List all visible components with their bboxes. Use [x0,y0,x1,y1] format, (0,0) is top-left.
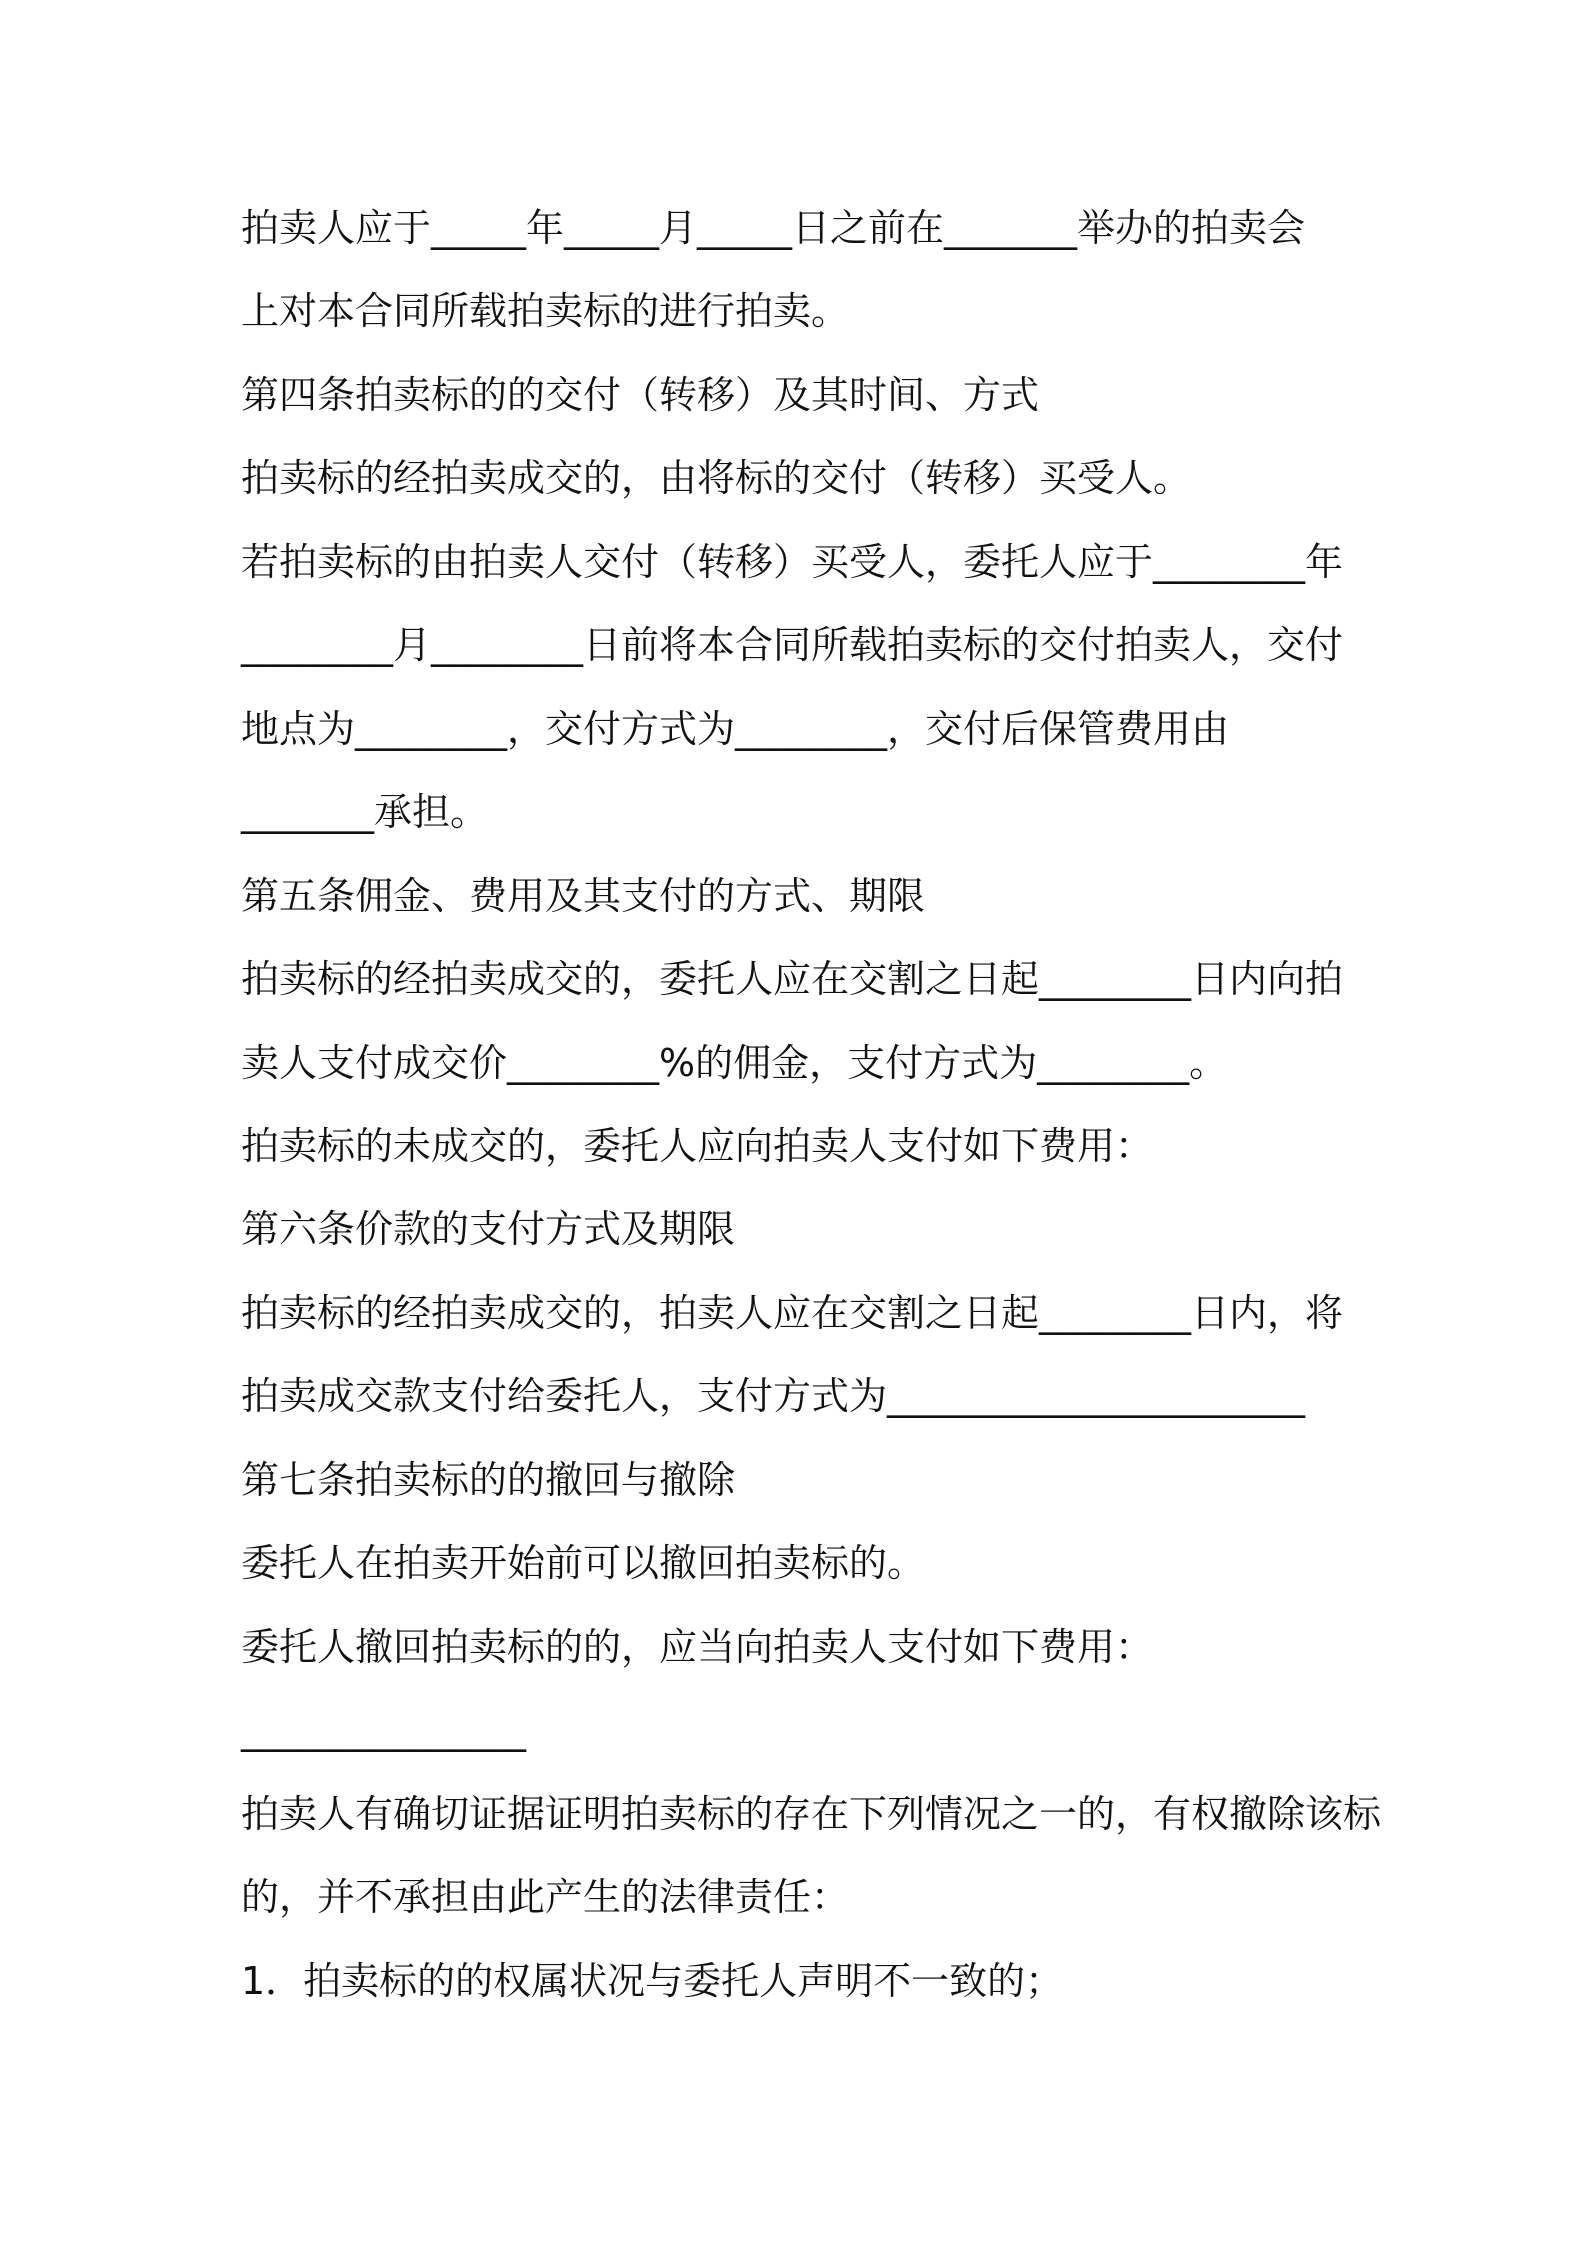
text-line: 拍卖人应于_____年_____月_____日之前在_______举办的拍卖会 [241,206,1306,250]
text-line: 拍卖标的未成交的，委托人应向拍卖人支付如下费用： [241,1124,1154,1168]
text-line: _______承担。 [241,790,489,834]
text-line: 上对本合同所载拍卖标的进行拍卖。 [241,289,850,333]
text-line: 拍卖标的经拍卖成交的，拍卖人应在交割之日起________日内，将 [241,1291,1344,1335]
text-line: ________月________日前将本合同所载拍卖标的交付拍卖人，交付 [241,623,1344,667]
section-heading: 第六条价款的支付方式及期限 [241,1207,736,1251]
text-line: 拍卖人有确切证据证明拍卖标的存在下列情况之一的，有权撤除该标 [241,1792,1382,1836]
section-heading: 第七条拍卖标的的撤回与撤除 [241,1458,736,1502]
text-line: 卖人支付成交价________%的佣金，支付方式为________。 [241,1041,1228,1085]
text-line: 拍卖标的经拍卖成交的，由将标的交付（转移）买受人。 [241,456,1192,500]
blank-fill-line: _______________ [241,1708,526,1752]
text-line: 的，并不承担由此产生的法律责任： [241,1875,850,1919]
text-line: 拍卖成交款支付给委托人，支付方式为______________________ [241,1374,1306,1418]
text-line: 委托人在拍卖开始前可以撤回拍卖标的。 [241,1541,926,1585]
text-line: 拍卖标的经拍卖成交的，委托人应在交割之日起________日内向拍 [241,957,1344,1001]
section-heading: 第四条拍卖标的的交付（转移）及其时间、方式 [241,373,1040,417]
section-heading: 第五条佣金、费用及其支付的方式、期限 [241,874,926,918]
list-item: 1．拍卖标的的权属状况与委托人声明不一致的； [241,1959,1064,2003]
text-line: 地点为________，交付方式为________，交付后保管费用由 [241,707,1230,751]
text-line: 委托人撤回拍卖标的的，应当向拍卖人支付如下费用： [241,1625,1154,1669]
text-line: 若拍卖标的由拍卖人交付（转移）买受人，委托人应于________年 [241,540,1344,584]
